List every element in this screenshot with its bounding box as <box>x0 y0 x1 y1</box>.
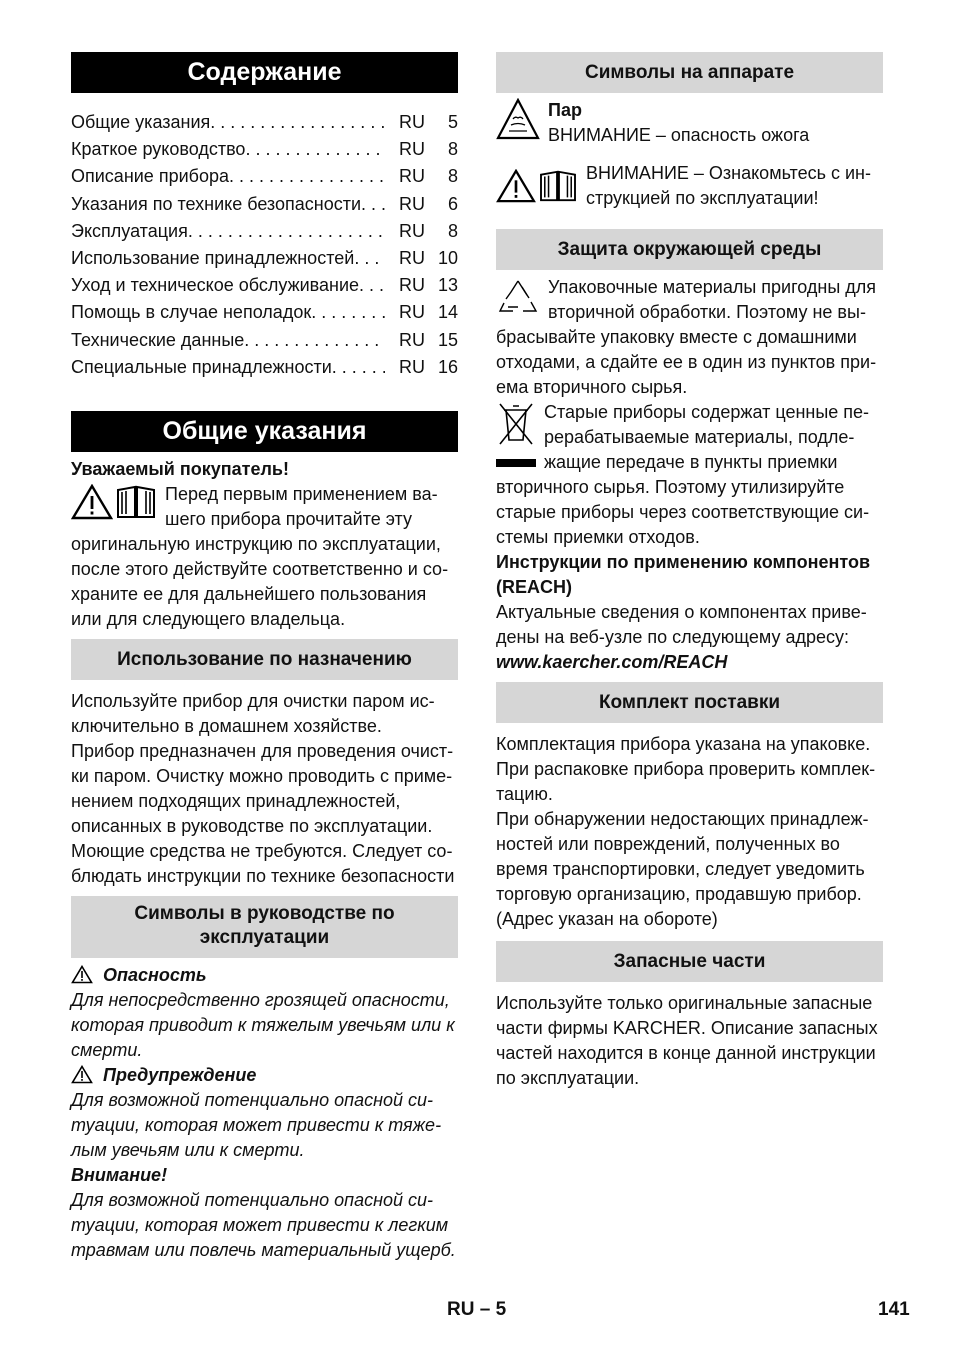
steam-label: Пар <box>548 100 582 120</box>
toc-entry-title: Эксплуатация <box>71 220 188 241</box>
toc-entry-lang: RU <box>399 302 425 323</box>
hot-steam-warning-icon <box>496 98 540 140</box>
toc-entry-title: Описание прибора <box>71 166 229 187</box>
toc-leader-dots <box>244 327 385 354</box>
manual-warning-icons <box>496 169 578 203</box>
toc-row[interactable] <box>71 354 458 381</box>
toc-entry-page: 13 <box>437 275 458 296</box>
toc-row[interactable] <box>71 191 458 218</box>
delivery-paragraph-2: При обнаружении недостающих принадлежностей или повреждений, полученных во время транспортировки, следует уведомить торговую организацию, продавшую прибор. (Адрес указан на обороте) <box>496 809 869 929</box>
toc-row[interactable] <box>71 299 458 326</box>
contents-heading: Содержание <box>71 52 458 93</box>
reach-heading: Инструкции по применению компонентов (REACH) <box>496 552 871 597</box>
toc-entry-title: Краткое руководство <box>71 139 246 160</box>
right-column <box>496 52 883 1091</box>
toc-row[interactable] <box>71 272 458 299</box>
toc-entry-lang: RU <box>399 329 425 350</box>
danger-warning-icon <box>71 965 93 984</box>
manual-book-icon <box>115 484 157 520</box>
crossed-bin-icon <box>496 402 536 446</box>
read-manual-icons <box>71 484 157 520</box>
left-column <box>71 52 458 1263</box>
symbols-manual-heading: Символы в руководстве по эксплуатации <box>71 896 458 958</box>
toc-entry-title: Технические данные <box>71 329 245 350</box>
toc-row[interactable] <box>71 109 458 136</box>
toc-entry-title: Использование принадлежностей <box>71 247 355 268</box>
toc-leader-dots <box>361 191 385 218</box>
toc-entry-lang: RU <box>399 356 425 377</box>
warning-label: Предупреждение <box>103 1064 257 1085</box>
spare-parts-heading: Запасные части <box>496 941 883 982</box>
toc-entry-page: 6 <box>447 193 458 214</box>
toc-entry-title: Указания по технике безопасности <box>71 193 362 214</box>
dear-customer: Уважаемый покупатель! <box>71 458 289 479</box>
toc-entry-lang: RU <box>399 193 425 214</box>
manual-warning-text: ВНИМАНИЕ – Ознакомьтесь с инструкцией по эксплуатации! <box>586 163 871 208</box>
caution-label: Внимание! <box>71 1164 168 1185</box>
toc-entry-page: 10 <box>437 247 458 268</box>
toc-entry-lang: RU <box>399 220 425 241</box>
toc-entry-page: 5 <box>447 112 458 132</box>
toc-row[interactable] <box>71 163 458 190</box>
delivery-heading: Комплект поставки <box>496 682 883 723</box>
warning-warning-icon <box>71 1065 93 1084</box>
toc-entry-title: Специальные принадлежности <box>71 356 332 377</box>
toc-leader-dots <box>359 272 385 299</box>
delivery-paragraph-1: Комплектация прибора указана на упаковке. При распаковке прибора проверить комплектацию. <box>496 734 876 804</box>
toc-leader-dots <box>210 109 385 136</box>
danger-text: Для непосредственно грозящей опасности, которая приводит к тяжелым увечьям или к смерти. <box>71 989 455 1060</box>
toc-leader-dots <box>311 299 385 326</box>
footer-page-number: 141 <box>878 1299 910 1320</box>
env-heading: Защита окружающей среды <box>496 229 883 270</box>
toc-entry-lang: RU <box>399 247 425 268</box>
warning-text: Для возможной потенциально опасной ситуации, которая может привести к тяжелым увечьям или к смерти. <box>71 1089 442 1160</box>
toc-entry-title: Помощь в случае неполадок <box>71 302 312 323</box>
toc-entry-page: 15 <box>437 329 458 350</box>
toc-row[interactable] <box>71 327 458 354</box>
toc-leader-dots <box>188 218 385 245</box>
toc-row[interactable] <box>71 136 458 163</box>
steam-text: ВНИМАНИЕ – опасность ожога <box>548 125 810 145</box>
weee-symbol <box>496 402 536 467</box>
env-paragraph-2: Старые приборы содержат ценные перерабатываемые материалы, подлежащие передаче в пункты приемки вторичного сырья. Поэтому утилизируйте старые приборы через соответствующие системы приемки отходов. <box>496 402 870 547</box>
weee-bar-icon <box>496 459 536 467</box>
warning-triangle-icon <box>71 484 113 520</box>
toc-row[interactable] <box>71 245 458 272</box>
toc-entry-lang: RU <box>399 139 425 160</box>
usage-heading: Использование по назначению <box>71 639 458 680</box>
warning-label-row <box>71 1063 458 1088</box>
toc-entry-title: Общие указания <box>71 112 211 132</box>
footer-section: RU – 5 <box>447 1299 507 1320</box>
toc-leader-dots <box>245 136 385 163</box>
toc-entry-page: 14 <box>437 302 458 323</box>
toc-leader-dots <box>354 245 385 272</box>
table-of-contents <box>71 109 458 381</box>
general-heading: Общие указания <box>71 411 458 452</box>
recycling-icon <box>496 277 540 319</box>
symbols-device-heading: Символы на аппарате <box>496 52 883 93</box>
toc-entry-page: 8 <box>447 139 458 160</box>
warning-triangle-icon <box>496 169 536 203</box>
toc-entry-page: 16 <box>437 356 458 377</box>
toc-entry-lang: RU <box>399 275 425 296</box>
toc-leader-dots <box>332 354 385 381</box>
reach-text: Актуальные сведения о компонентах приведены на веб-узле по следующему адресу: <box>496 602 867 647</box>
usage-paragraph-1: Используйте прибор для очистки паром исключительно в домашнем хозяйстве. <box>71 690 435 736</box>
caution-text: Для возможной потенциально опасной ситуации, которая может привести к легким травмам или повлечь материальный ущерб. <box>71 1189 456 1260</box>
toc-entry-lang: RU <box>399 166 425 187</box>
toc-entry-page: 8 <box>447 220 458 241</box>
toc-entry-title: Уход и техническое обслуживание <box>71 275 360 296</box>
toc-entry-lang: RU <box>399 112 425 132</box>
intro-text: Перед первым применением вашего прибора прочитайте эту оригинальную инструкцию по эксплуатации, после этого действуйте соответственно и сохраните ее для дальнейшего пользования или для следующего владельца. <box>71 483 449 629</box>
spare-parts-text: Используйте только оригинальные запасные части фирмы KARCHER. Описание запасных частей находится в конце данной инструкции по эксплуатации. <box>496 993 878 1088</box>
manual-book-icon <box>538 169 578 203</box>
danger-label: Опасность <box>103 964 207 985</box>
toc-entry-page: 8 <box>447 166 458 187</box>
toc-row[interactable] <box>71 218 458 245</box>
toc-leader-dots <box>229 163 385 190</box>
reach-url-link[interactable]: www.kaercher.com/REACH <box>496 652 728 672</box>
danger-label-row <box>71 963 458 988</box>
steam-symbol-row <box>496 98 883 148</box>
env-paragraph-1: Упаковочные материалы пригодны для вторичной обработки. Поэтому не выбрасывайте упаковку вместе с домашними отходами, а сдайте ее в один из пунктов приема вторичного сырья. <box>496 277 877 397</box>
usage-paragraph-2: Прибор предназначен для проведения очистки паром. Очистку можно проводить с применением подходящих принадлежностей, описанных в руководстве по эксплуатации. Моющие средства не требуются. Следует соблюдать инструкции по технике безопасности <box>71 740 455 886</box>
manual-symbol-row <box>496 161 883 211</box>
